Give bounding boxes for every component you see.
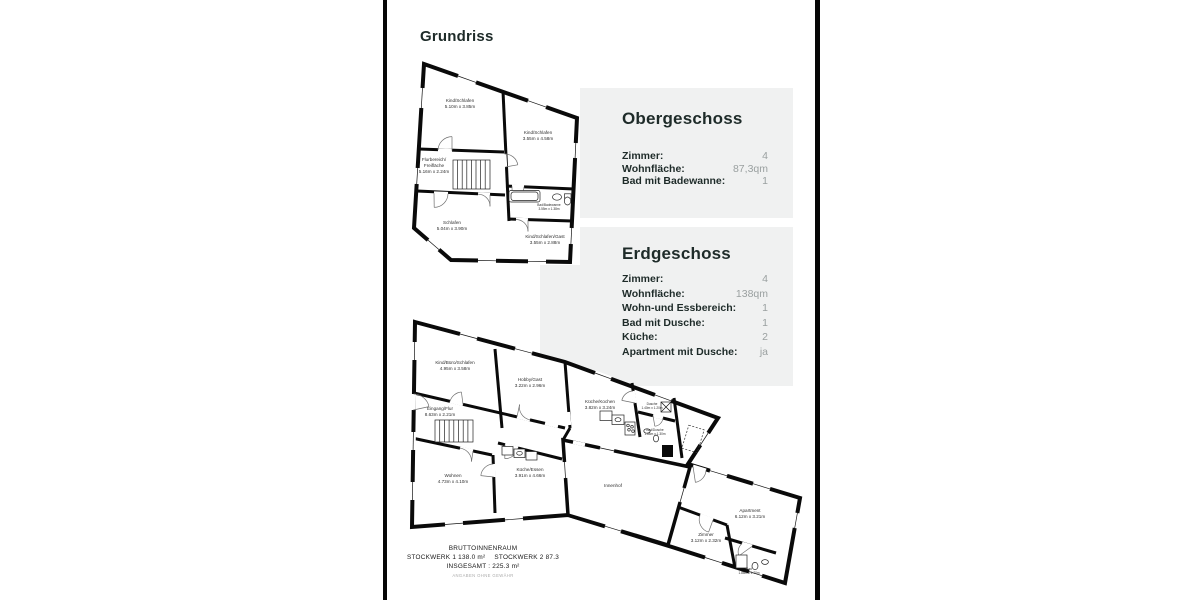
room-label-kind-schlafen-1: Kind/Schlafen 5.10m x 3.85m [444,98,476,109]
summary-stockwerke [402,553,564,562]
room-label-schlafen: Schlafen 5.04m x 3.90m [436,220,468,231]
stockwerk1-value: STOCKWERK 1 138.0 m² [406,554,486,561]
room-label-kind-buero-schlafen: Kind/Büro/Schlafen 4.95m x 3.58m [435,360,475,371]
erdgeschoss-title: Erdgeschoss [622,244,731,263]
eg-staircase [435,420,473,442]
info-row-wohnflaeche [622,163,768,176]
room-label-dusche: Dusche 1.40m x 1.20m [641,402,663,410]
row-value: 1 [762,302,768,315]
summary-title: BRUTTOINNENRAUM [448,545,518,552]
room-label-apartment: Apartment 6.12m x 3.21m [734,508,766,519]
room-label-flurbereich: Flurbereich/ Freifläche 5.16m x 2.24m [418,157,450,174]
row-value: 1 [762,175,768,187]
row-value: ja [759,345,768,358]
room-label-kind-schlafen-2: Kind/Schlafen 3.55m x 4.58m [522,130,554,141]
row-label: Zimmer: [622,273,664,285]
room-label-bad: Bad 1.86m x 1.70m [738,567,760,575]
eg-wall-pillar [662,445,673,457]
row-label: Wohnfläche: [622,287,685,300]
obergeschoss-rows [622,150,768,188]
room-label-hobby-gast: Hobby/Gast 3.22m x 2.96m [514,377,546,388]
sink-icon [553,194,562,200]
obergeschoss-title: Obergeschoss [622,109,743,128]
page-title: Grundriss [420,28,494,45]
room-label-eingang-flur: Eingang/Flur 8.63m x 2.21m [424,406,456,417]
row-value: 4 [762,150,768,162]
info-row-wohnflaeche [622,288,768,303]
row-label: Bad mit Dusche: [622,316,705,329]
stockwerk2-value: STOCKWERK 2 87.3 [494,554,560,561]
row-label: Wohnfläche: [622,162,685,175]
room-label-zimmer: Zimmer 3.12m x 2.32m [690,532,722,543]
room-label-wohnen: Wohnen 4.73m x 4.10m [437,473,469,484]
room-label-bad-badewanne: Bad/Badewanne 3.55m x 1.38m [537,203,561,211]
sink-icon [517,451,523,455]
left-border-bar [383,0,387,600]
row-label: Küche: [622,331,658,344]
sink-icon [615,418,621,422]
row-value: 138qm [735,287,768,300]
row-label: Wohn-und Essbereich: [622,302,737,315]
room-label-kueche-kochen: Küche/Kochen 3.82m x 3.24m [584,399,616,410]
toilet-icon [653,435,658,442]
room-label-bad-dusche: Bad/Dusche 1.86m x 1.30m [644,428,666,436]
room-label-kind-schlafen-gast: Kind/Schlafen/Gast 3.55m x 2.88m [525,234,565,245]
info-row-zimmer [622,150,768,163]
right-border-bar [815,0,820,600]
room-label-kueche-essen: Küche/Essen 3.91m x 4.66m [514,467,546,478]
info-row-zimmer [622,273,768,288]
row-label: Zimmer: [622,150,664,162]
room-label-innenhof: Innenhof [604,483,622,488]
row-label: Apartment mit Dusche: [622,345,738,358]
info-row-badewanne [622,175,768,188]
floor-area-summary [402,544,564,578]
row-label: Bad mit Badewanne: [622,175,726,187]
row-value: 87,3qm [732,162,768,175]
obergeschoss-floorplan [408,58,580,265]
summary-disclaimer: ANGABEN OHNE GEWÄHR [452,573,514,578]
summary-total: INSGESAMT : 225.3 m² [446,563,520,570]
counter-icon [600,411,612,421]
row-value: 2 [762,331,768,344]
row-value: 4 [762,273,768,285]
row-value: 1 [762,316,768,329]
og-staircase [453,160,490,189]
sink-icon [762,560,769,565]
